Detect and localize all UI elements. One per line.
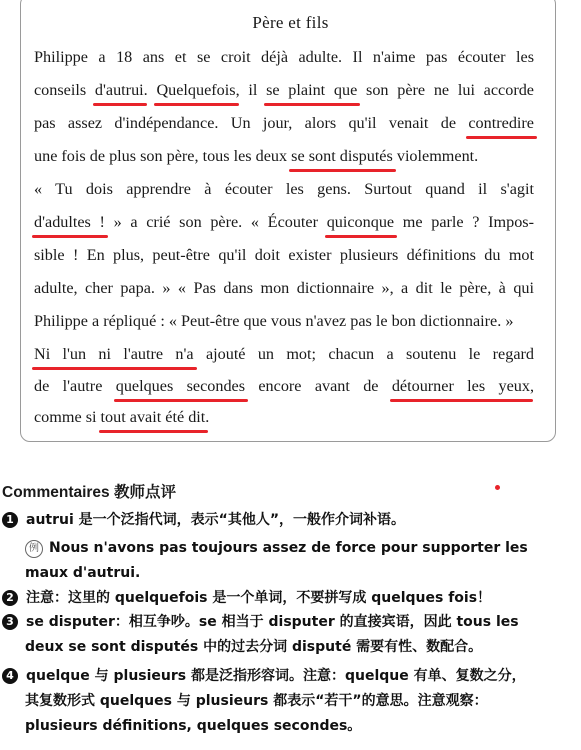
underline-tout-avait-ete-dit: tout avait été dit [100, 408, 206, 426]
text-line-4: une fois de plus son père, tous les deux se sont disputés violemment. [34, 147, 479, 165]
comment-1: 1 autrui 是一个泛指代词，表示“其他人”，一般作介词补语。 [2, 509, 405, 529]
text-line-10: Ni l'un ni l'autre n'a ajouté un mot; chacun a soutenu le regard [34, 345, 534, 363]
text-line-2: conseils d'autrui. Quelquefois, il se plaint que son père ne lui accorde [34, 81, 534, 99]
text-line-3: pas assez d'indépendance. Un jour, alors qu'il venait de contredire [34, 114, 534, 132]
comment-4-cont-2: plusieurs définitions, quelques secondes。 [25, 718, 362, 734]
comment-1-example-cont: maux d'autrui. [25, 565, 141, 581]
underline-ni-lun-ni-lautre: Ni l'un ni l'autre n'a [34, 345, 194, 363]
underline-autrui: d'autrui [94, 81, 144, 99]
number-3-icon: 3 [2, 614, 18, 630]
underline-dadultes: d'adultes ! [34, 213, 105, 231]
underline-quiconque: quiconque [326, 213, 395, 231]
number-2-icon: 2 [2, 590, 18, 606]
underline-se-plaint-que: se plaint que [266, 81, 358, 99]
underline-quelques-secondes: quelques secondes [115, 377, 246, 395]
underline-se-sont-disputes: se sont disputés [291, 147, 393, 165]
text-title: Père et fils [252, 13, 329, 32]
number-4-icon: 4 [2, 668, 18, 684]
comment-4: 4 quelque 与 plusieurs 都是泛指形容词。注意：quelque 有单、复数之分， [2, 665, 526, 685]
text-line-9: Philippe a répliqué : « Peut-être que vous n'avez pas le bon dictionnaire. » [34, 312, 514, 330]
text-line-12: comme si tout avait été dit. [34, 408, 210, 426]
number-1-icon: 1 [2, 512, 18, 528]
red-dot-mark [495, 485, 500, 490]
text-line-7: sible ! En plus, peut-être qu'il doit exister plusieurs définitions du mot [34, 246, 534, 264]
comment-3: 3 se disputer：相互争吵。se 相当于 disputer 的直接宾语，因此 tous les [2, 611, 519, 631]
text-line-1: Philippe a 18 ans et se croit déjà adulte. Il n'aime pas écouter les [34, 48, 534, 66]
text-line-6: d'adultes ! » a crié son père. « Écouter quiconque me parle ? Impos- [34, 213, 534, 231]
underline-contredire: contredire [468, 114, 534, 132]
underline-detourner-les-yeux: détourner les yeux [391, 377, 530, 395]
text-line-11: de l'autre quelques secondes encore avant de détourner les yeux, [34, 377, 535, 395]
text-line-8: adulte, cher papa. » « Pas dans mon dictionnaire », a dit le père, à qui [34, 279, 534, 297]
comment-4-cont-1: 其复数形式 quelques 与 plusieurs 都表示“若干”的意思。注意观察： [25, 693, 488, 709]
commentaires-heading: Commentaires 教师点评 [2, 484, 176, 501]
comment-1-example: 例 Nous n'avons pas toujours assez de force pour supporter les [25, 540, 528, 558]
comment-3-cont: deux se sont disputés 中的过去分词 disputé 需要有性、数配合。 [25, 639, 483, 655]
text-line-5: « Tu dois apprendre à écouter les gens. Surtout quand il s'agit [34, 180, 534, 198]
comment-2: 2 注意：这里的 quelquefois 是一个单词，不要拼写成 quelques fois！ [2, 587, 491, 607]
example-icon: 例 [25, 540, 43, 558]
underline-quelquefois: Quelquefois [156, 81, 236, 99]
